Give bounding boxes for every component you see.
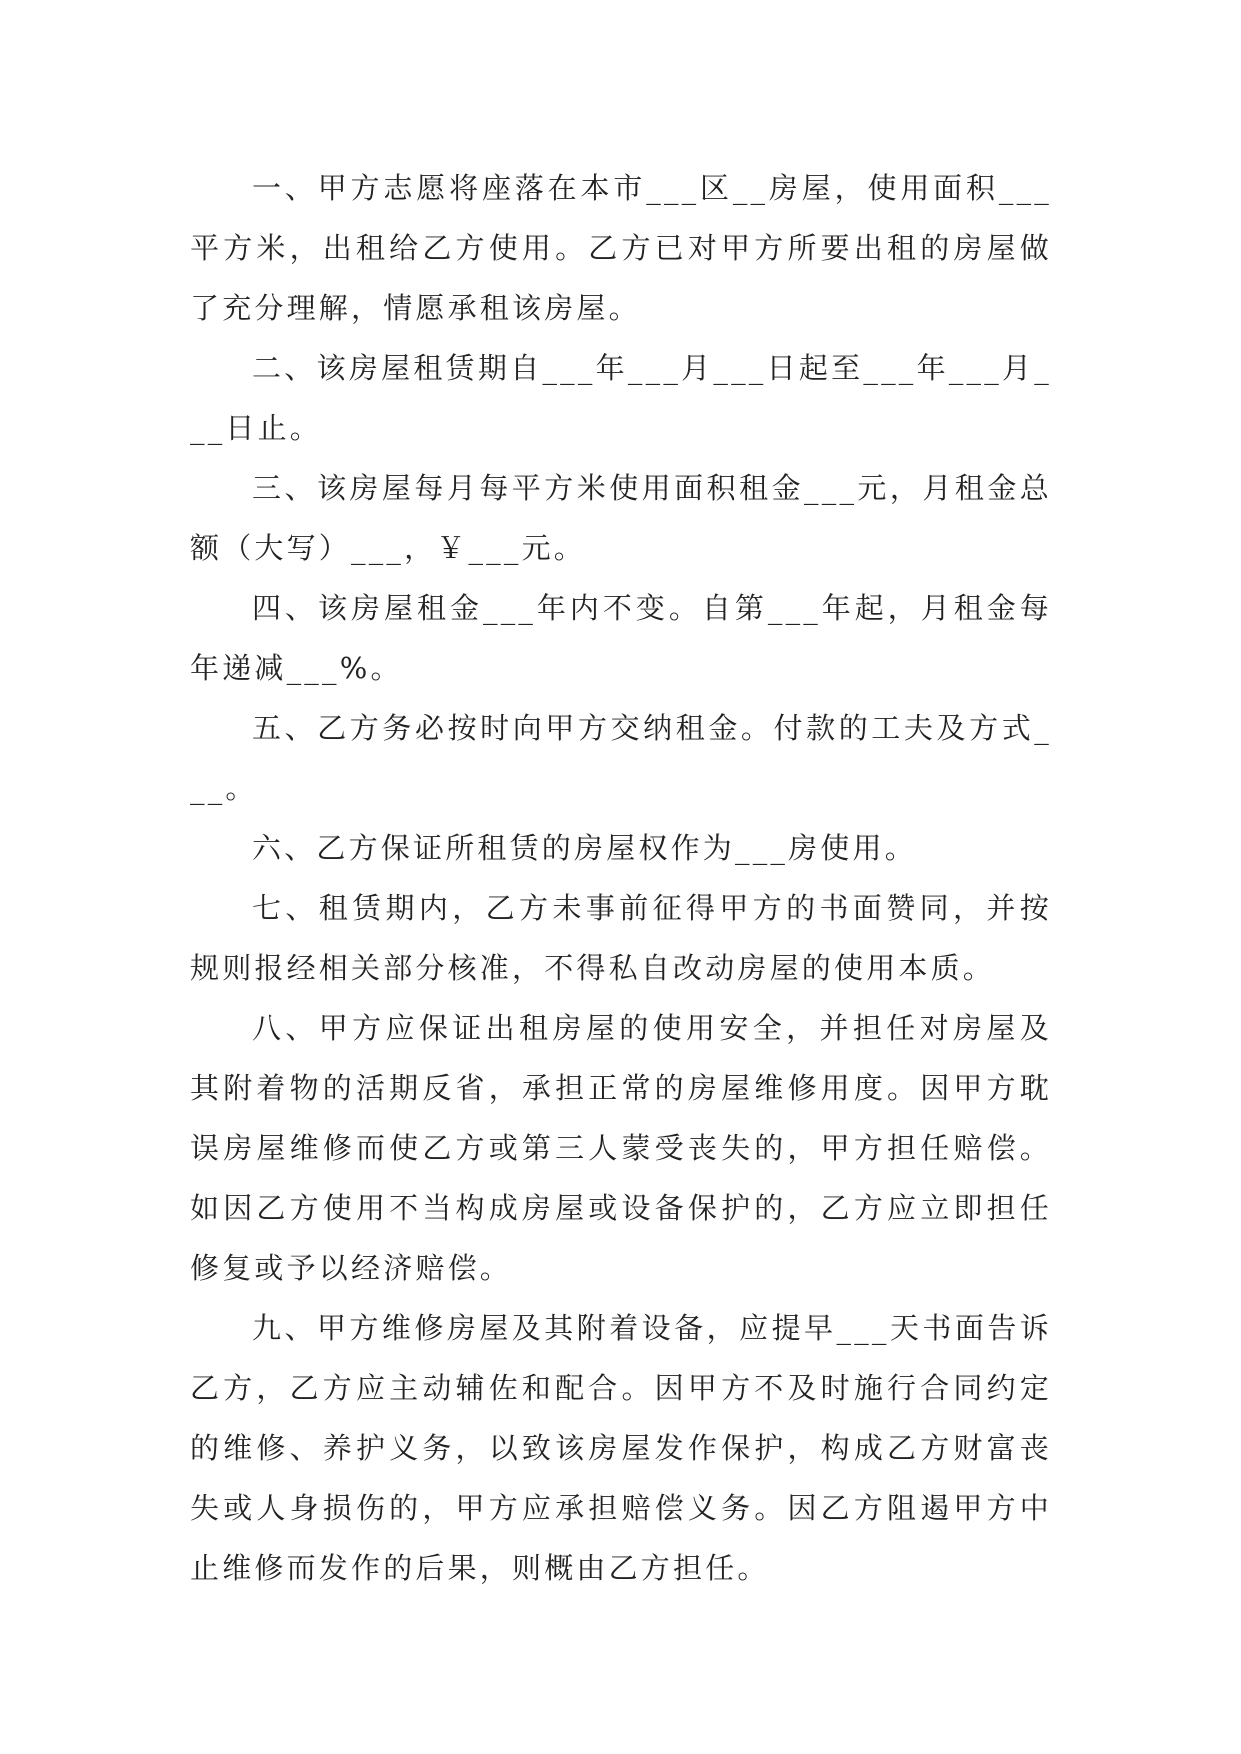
clause-8: 八、甲方应保证出租房屋的使用安全，并担任对房屋及其附着物的活期反省，承担正常的房屋维修用度。因甲方耽误房屋维修而使乙方或第三人蒙受丧失的，甲方担任赔偿。如因乙方使用不当构成房屋或设备保护的，乙方应立即担任修复或予以经济赔偿。 bbox=[190, 1011, 1052, 1285]
clause-6: 六、乙方保证所租赁的房屋权作为___房使用。 bbox=[252, 831, 917, 865]
clause-2: 二、该房屋租赁期自___年___月___日起至___年___月___日止。 bbox=[190, 351, 1052, 445]
clause-9: 九、甲方维修房屋及其附着设备，应提早___天书面告诉乙方，乙方应主动辅佐和配合。因甲方不及时施行合同约定的维修、养护义务，以致该房屋发作保护，构成乙方财富丧失或人身损伤的，甲方应承担赔偿义务。因乙方阻遏甲方中止维修而发作的后果，则概由乙方担任。 bbox=[190, 1311, 1052, 1585]
clause-4: 四、该房屋租金___年内不变。自第___年起，月租金每年递减___%。 bbox=[190, 591, 1052, 685]
clause-3: 三、该房屋每月每平方米使用面积租金___元，月租金总额（大写）___，￥___元。 bbox=[190, 471, 1052, 565]
clause-7: 七、租赁期内，乙方未事前征得甲方的书面赞同，并按规则报经相关部分核准，不得私自改动房屋的使用本质。 bbox=[190, 891, 1052, 985]
document-body bbox=[190, 158, 1052, 1598]
clause-5: 五、乙方务必按时向甲方交纳租金。付款的工夫及方式___。 bbox=[190, 711, 1052, 805]
clause-1: 一、甲方志愿将座落在本市___区__房屋，使用面积___平方米，出租给乙方使用。乙方已对甲方所要出租的房屋做了充分理解，情愿承租该房屋。 bbox=[190, 171, 1052, 325]
